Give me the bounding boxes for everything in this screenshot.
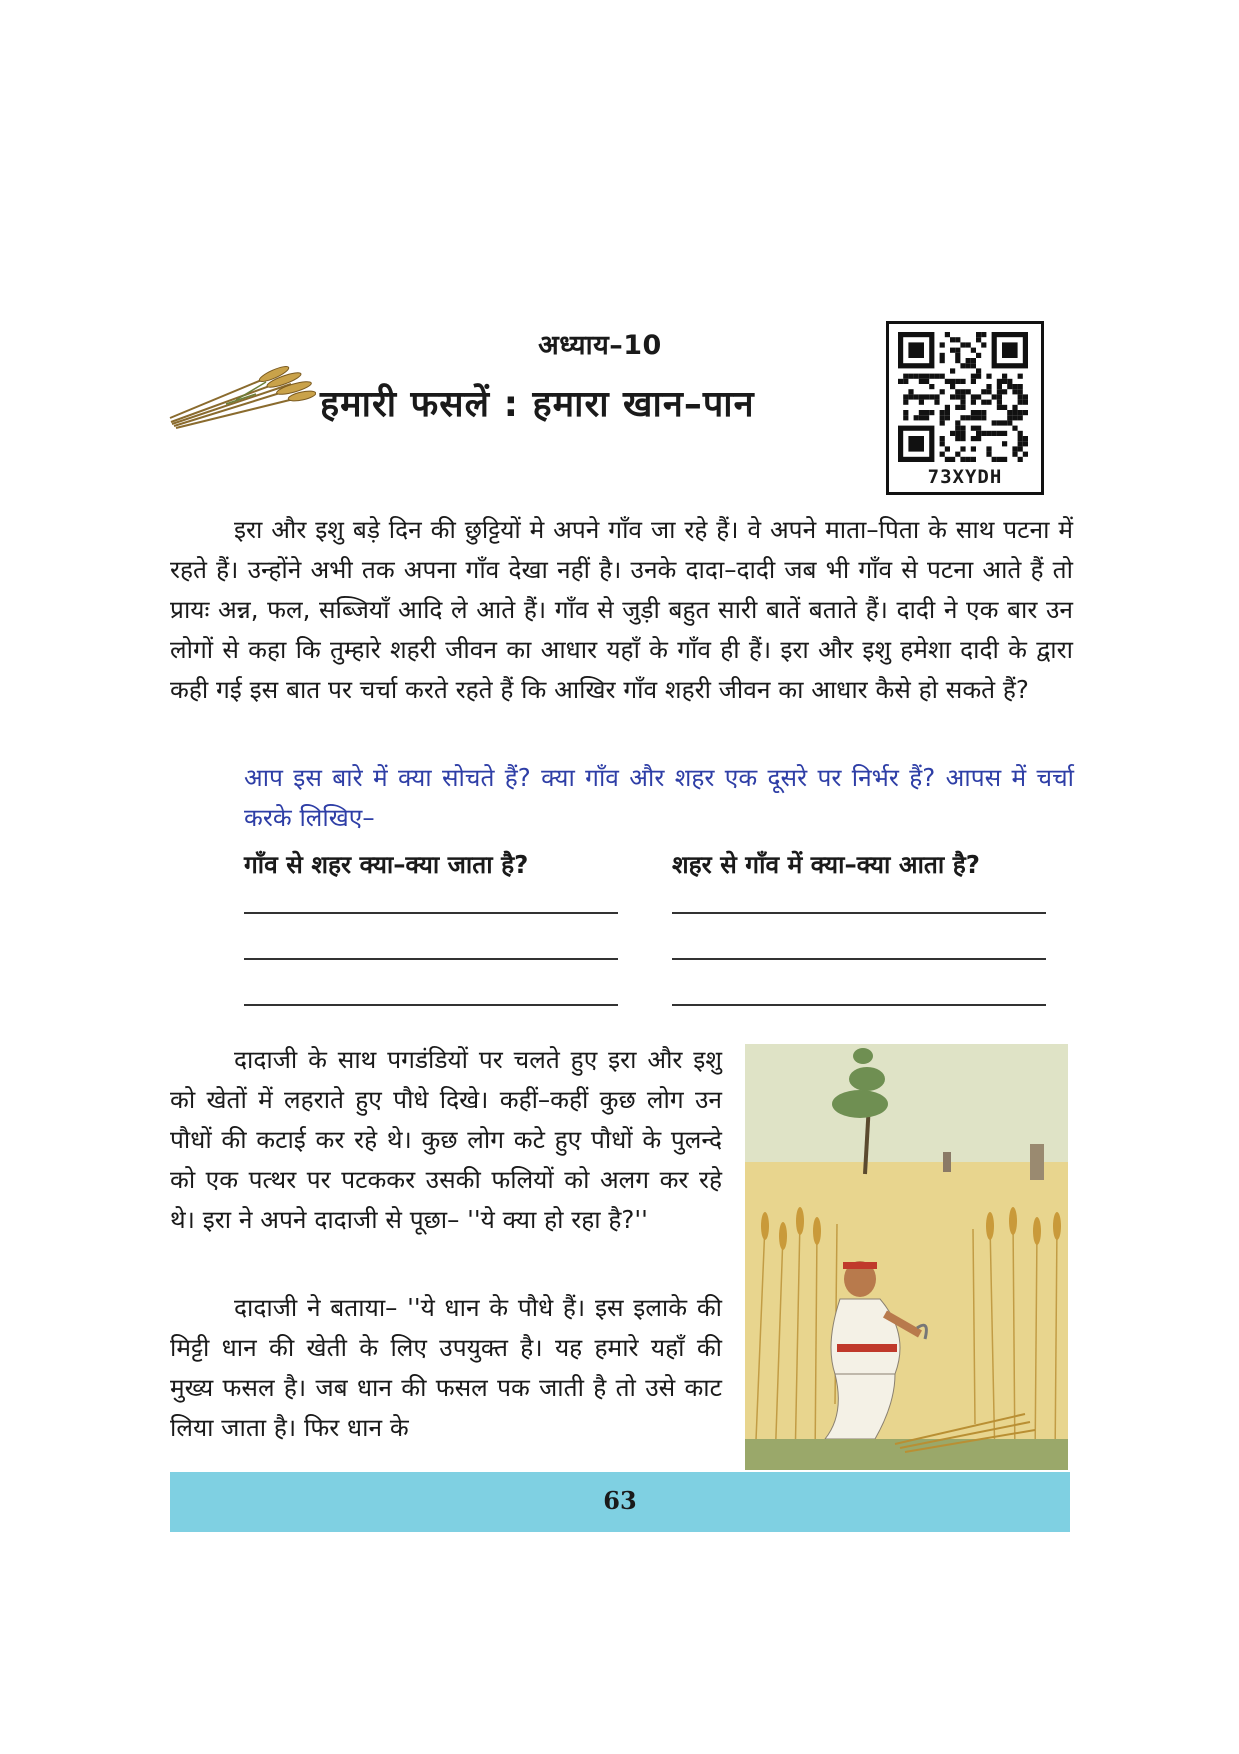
- answer-line-right-1[interactable]: [672, 912, 1046, 914]
- page-number: 63: [603, 1486, 637, 1515]
- answer-line-left-3[interactable]: [244, 1004, 618, 1006]
- chapter-title: हमारी फसलें : हमारा खान–पान: [320, 384, 755, 425]
- activity-question: आप इस बारे में क्या सोचते हैं? क्या गाँव और शहर एक दूसरे पर निर्भर हैं? आपस में चर्चा करके लिखिए–: [244, 763, 1074, 832]
- answer-line-right-3[interactable]: [672, 1004, 1046, 1006]
- intro-paragraph: इरा और इशु बड़े दिन की छुट्टियों मे अपने गाँव जा रहे हैं। वे अपने माता–पिता के साथ पटना में रहते हैं। उन्होंने अभी तक अपना गाँव देखा नहीं है। उनके दादा–दादी जब भी गाँव से पटना आते हैं तो प्रायः अन्न, फल, सब्जियाँ आदि ले आते हैं। गाँव से जुड़ी बहुत सारी बातें बताते हैं। दादी ने एक बार उन लोगों से कहा कि तुम्हारे शहरी जीवन का आधार यहाँ के गाँव ही हैं। इरा और इशु हमेशा दादी के द्वारा कही गई इस बात पर चर्चा करते रहते हैं कि आखिर गाँव शहरी जीवन का आधार कैसे हो सकते हैं?: [170, 515, 1073, 704]
- qr-code-image: [898, 332, 1032, 462]
- story-paragraph-1: दादाजी के साथ पगडंडियों पर चलते हुए इरा और इशु को खेतों में लहराते हुए पौधे दिखे। कहीं–कहीं कुछ लोग उन पौधों की कटाई कर रहे थे। कुछ लोग कटे हुए पौधों के पुलन्दे को एक पत्थर पर पटककर उसकी फलियों को अलग कर रहे थे। इरा ने अपने दादाजी से पूछा– ''ये क्या हो रहा है?'': [170, 1045, 722, 1234]
- footer-bar: [170, 1472, 1070, 1532]
- answer-line-left-1[interactable]: [244, 912, 618, 914]
- story-paragraph-2: दादाजी ने बताया– ''ये धान के पौधे हैं। इस इलाके की मिट्टी धान की खेती के लिए उपयुक्त है। यह हमारे यहाँ की मुख्य फसल है। जब धान की फसल पक जाती है तो उसे काट लिया जाता है। फिर धान के: [170, 1293, 722, 1442]
- qr-code[interactable]: [886, 321, 1044, 495]
- wheat-bundle-illustration: [166, 360, 316, 430]
- farmer-harvesting-illustration: [745, 1044, 1068, 1470]
- village-to-city-heading: गाँव से शहर क्या–क्या जाता है?: [244, 850, 529, 879]
- chapter-label: अध्याय–10: [538, 330, 662, 361]
- qr-code-label: 73XYDH: [927, 466, 1003, 488]
- answer-line-left-2[interactable]: [244, 958, 618, 960]
- city-to-village-heading: शहर से गाँव में क्या–क्या आता है?: [672, 850, 980, 879]
- answer-line-right-2[interactable]: [672, 958, 1046, 960]
